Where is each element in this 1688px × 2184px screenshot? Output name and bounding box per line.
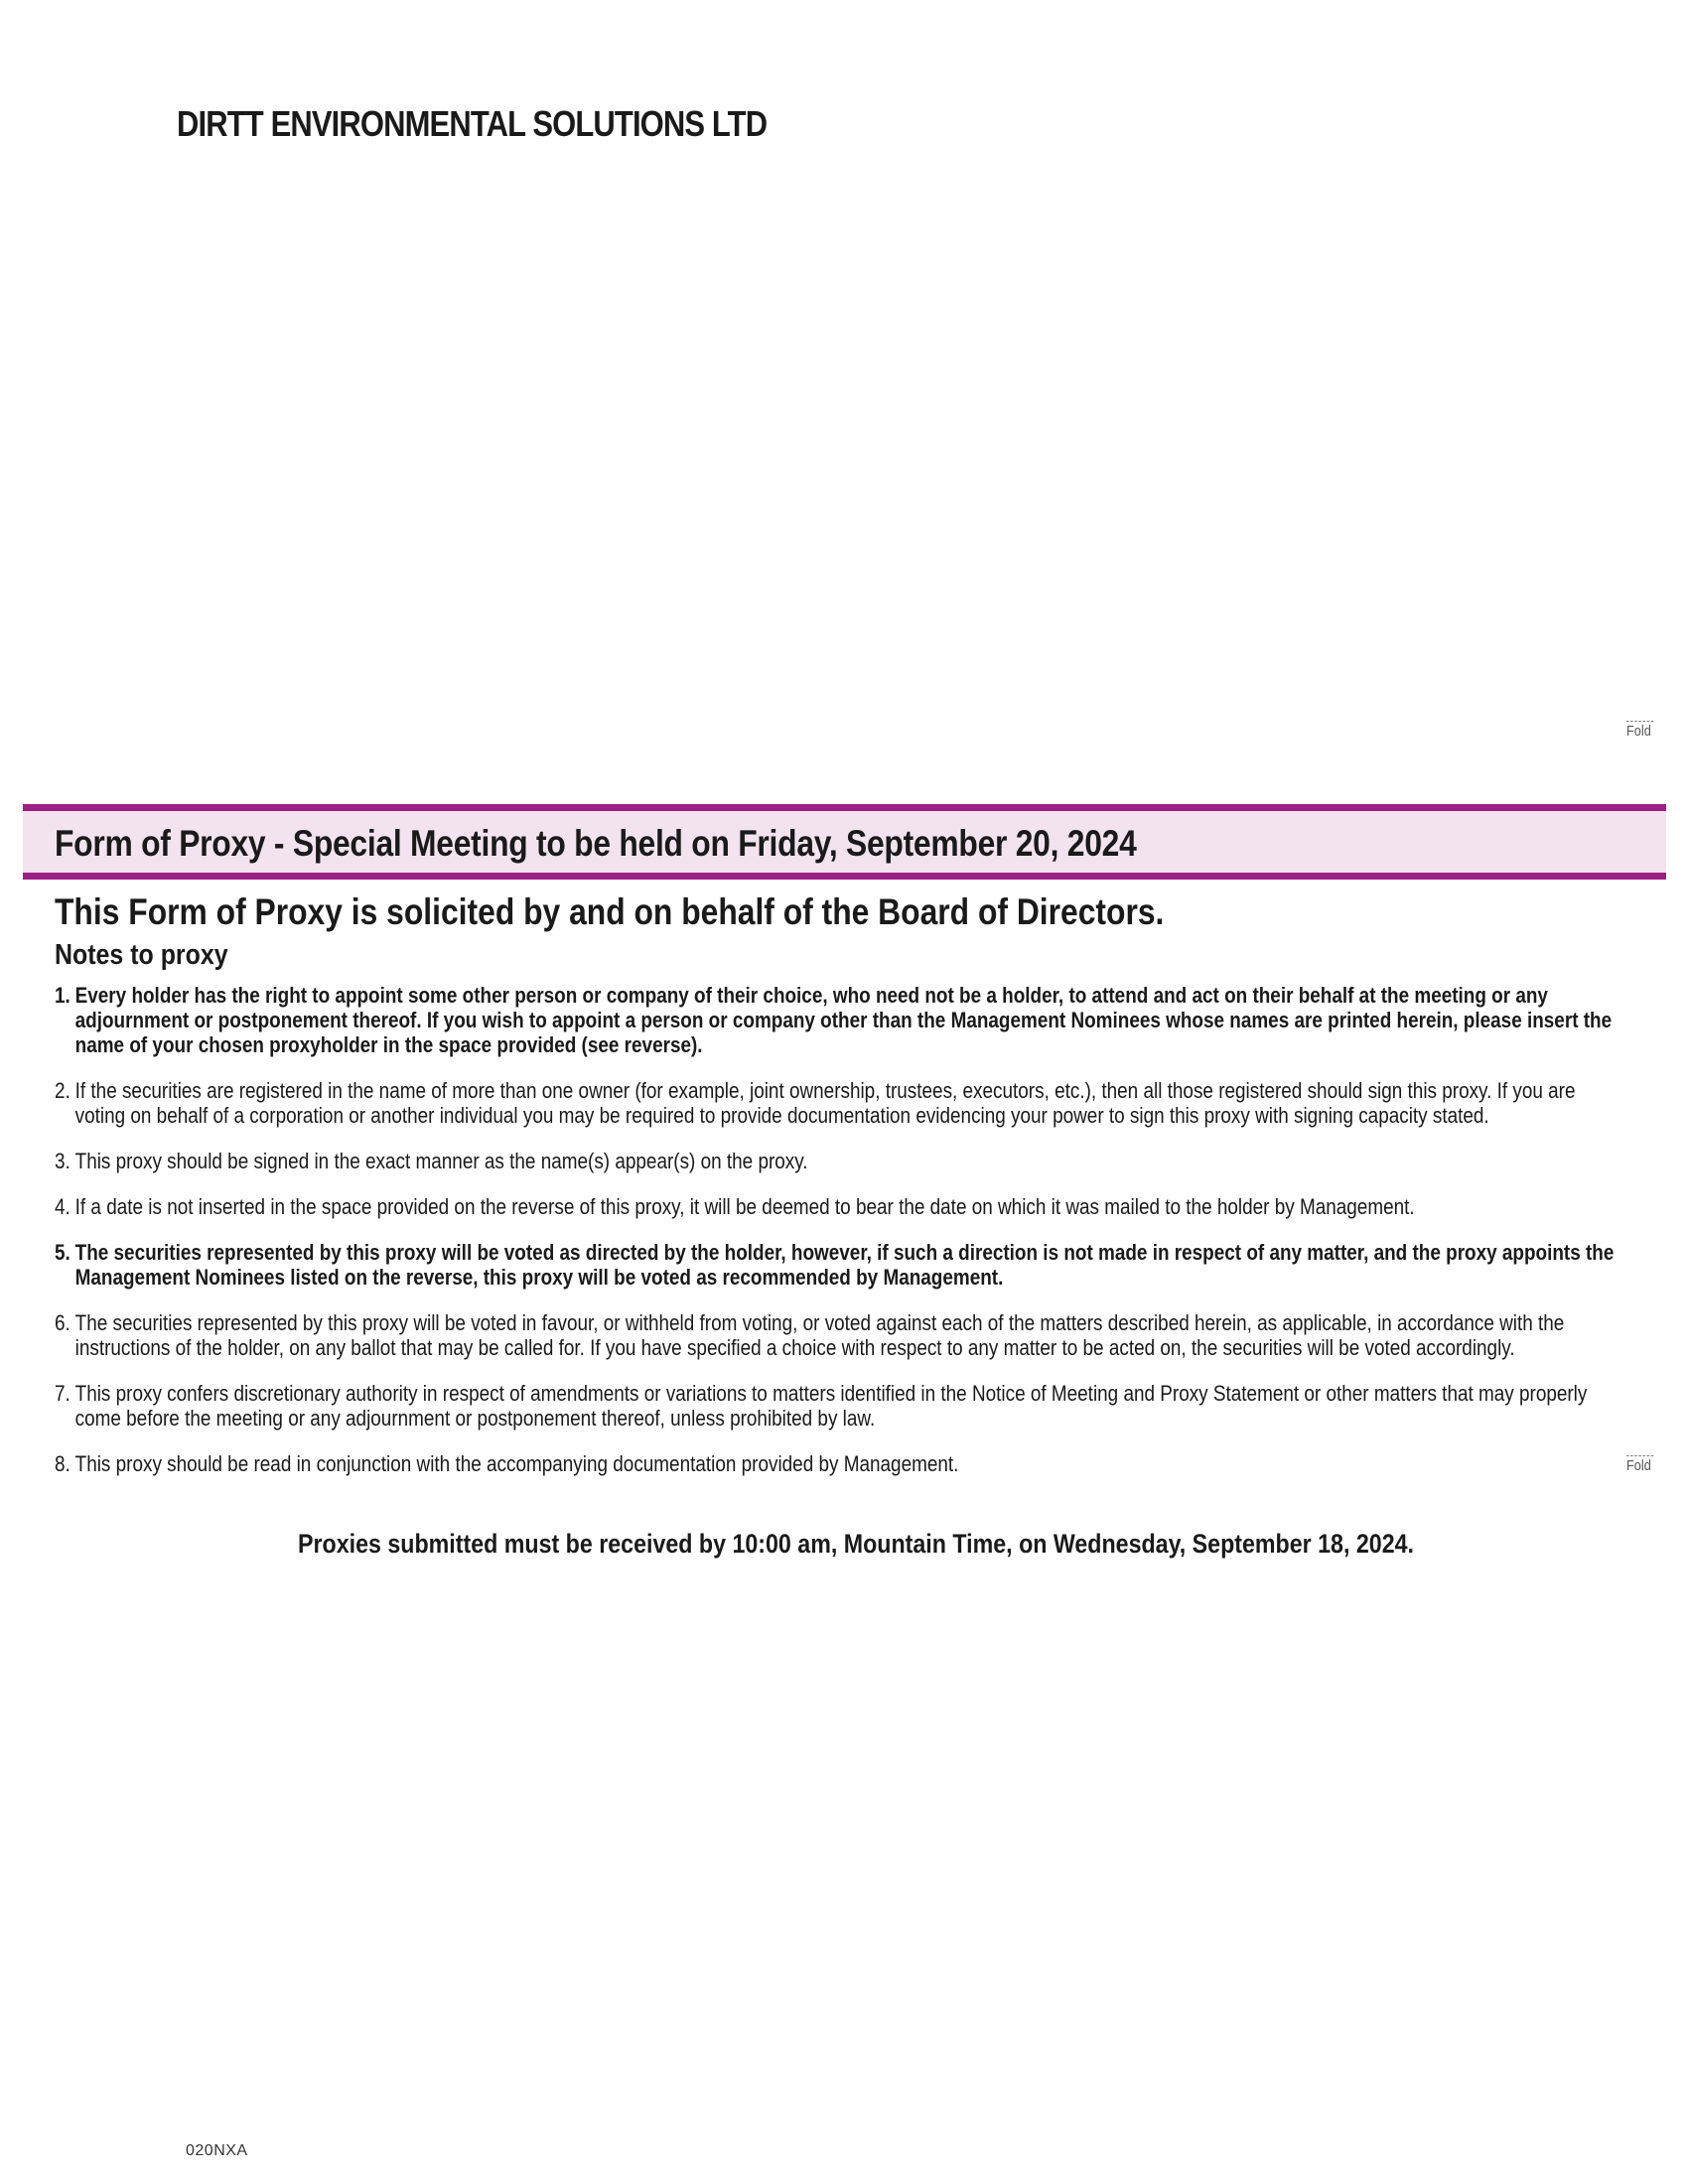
note-number: 4. xyxy=(55,1194,70,1219)
company-name: DIRTT ENVIRONMENTAL SOLUTIONS LTD xyxy=(177,103,768,144)
fold-mark-top xyxy=(1626,721,1653,740)
note-number: 8. xyxy=(55,1451,70,1476)
note-text: The securities represented by this proxy will be voted as directed by the holder, however, if such a direction is not made in respect of any matter, and the proxy appoints the Management Nominees listed on the reverse, this proxy will be voted as recommended by Management. xyxy=(74,1240,1615,1290)
form-title: Form of Proxy - Special Meeting to be held on Friday, September 20, 2024 xyxy=(55,823,1137,864)
fold-label: Fold xyxy=(1626,1457,1651,1474)
note-item xyxy=(55,1381,1618,1431)
note-number: 7. xyxy=(55,1381,70,1406)
note-text: The securities represented by this proxy will be voted in favour, or withheld from voting, or voted against each of the matters described herein, as applicable, in accordance with the instructions of the holder, on any ballot that may be called for. If you have specified a choice with respect to any matter to be acted on, the securities will be voted accordingly. xyxy=(74,1310,1565,1360)
note-item xyxy=(55,1149,1618,1173)
note-text: If the securities are registered in the name of more than one owner (for example, joint ownership, trustees, executors, etc.), then all those registered should sign this proxy. If you are voting on behalf of a corporation or another individual you may be required to provide documentation evidencing your power to sign this proxy with signing capacity stated. xyxy=(74,1078,1576,1128)
note-text: Every holder has the right to appoint some other person or company of their choice, who need not be a holder, to attend and act on their behalf at the meeting or any adjournment or postponement thereof. If you wish to appoint a person or company other than the Management Nominees whose names are printed herein, please insert the name of your chosen proxyholder in the space provided (see reverse). xyxy=(74,983,1613,1057)
note-item xyxy=(55,1310,1618,1360)
note-text: If a date is not inserted in the space provided on the reverse of this proxy, it will be deemed to bear the date on which it was mailed to the holder by Management. xyxy=(74,1194,1415,1219)
note-item xyxy=(55,1240,1618,1290)
notes-heading: Notes to proxy xyxy=(55,939,228,971)
fold-mark-bottom xyxy=(1626,1455,1653,1474)
form-code: 020NXA xyxy=(186,2142,248,2159)
solicitation-statement: This Form of Proxy is solicited by and on behalf of the Board of Directors. xyxy=(55,891,1165,932)
note-number: 6. xyxy=(55,1310,70,1335)
note-text: This proxy should be read in conjunction with the accompanying documentation provided by Management. xyxy=(74,1451,959,1476)
form-title-band xyxy=(23,804,1666,880)
note-number: 1. xyxy=(55,983,70,1008)
note-number: 5. xyxy=(55,1240,70,1265)
note-text: This proxy should be signed in the exact manner as the name(s) appear(s) on the proxy. xyxy=(74,1149,808,1173)
note-item xyxy=(55,1451,1618,1476)
notes-list xyxy=(55,983,1618,1497)
note-number: 3. xyxy=(55,1149,70,1173)
note-item xyxy=(55,1078,1618,1128)
submission-deadline: Proxies submitted must be received by 10:00 am, Mountain Time, on Wednesday, September 18, 2024. xyxy=(298,1529,1414,1559)
note-text: This proxy confers discretionary authority in respect of amendments or variations to matters identified in the Notice of Meeting and Proxy Statement or other matters that may properly come before the meeting or any adjournment or postponement thereof, unless prohibited by law. xyxy=(74,1381,1588,1431)
note-item xyxy=(55,1194,1618,1219)
note-number: 2. xyxy=(55,1078,70,1103)
note-item xyxy=(55,983,1618,1057)
fold-label: Fold xyxy=(1626,723,1651,740)
